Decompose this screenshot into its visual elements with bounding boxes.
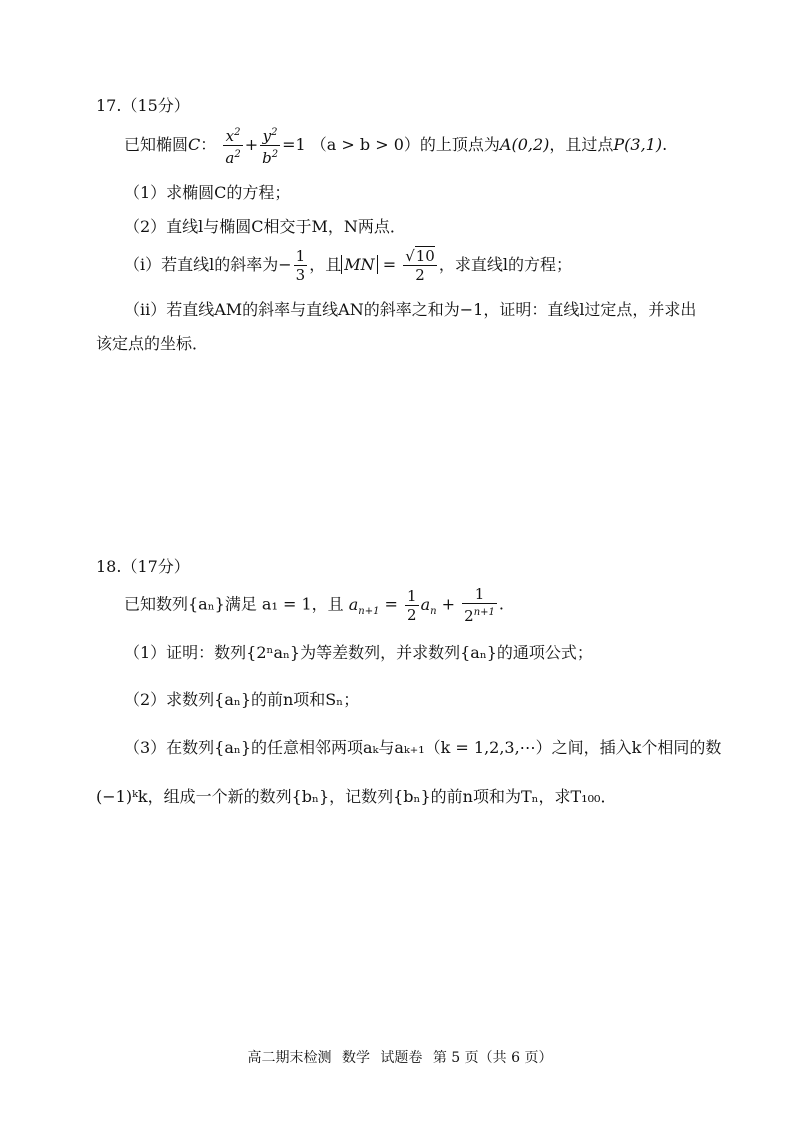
recurrence-lhs: $a_{n+1}$	[348, 594, 380, 617]
problem-17-part-2i: （ⅰ）若直线l的斜率为− $\frac{1}{3}$ ，且 MN = $\frac{√10}{2}$ ，求直线l的方程；	[124, 247, 572, 284]
point-a: A(0,2)	[499, 135, 550, 154]
problem-17-part-1: （1）求椭圆C的方程；	[124, 183, 291, 202]
footer-subject: 数学	[341, 1050, 370, 1066]
problem-17-part-2ii: （ⅱ）若直线AM的斜率与直线AN的斜率之和为−1，证明：直线l过定点，并求出	[124, 300, 697, 319]
problem-18-intro: 已知数列{aₙ}满足 a₁ = 1，且 $a_{n+1}$ = $\frac{1}{2}$ $a_n$ + $\frac{1}{2^{n+1}}$ .	[124, 585, 504, 625]
ellipse-x-term: $\frac{x^2}{a^2}$	[225, 127, 241, 167]
problem-17-header: 17.（15分）	[96, 96, 190, 115]
problem-17-part-2i-post: ，求直线l的方程；	[438, 255, 572, 274]
problem-17-intro: 已知椭圆C： $\frac{x^2}{a^2}$ + $\frac{y^2}{b^2}$ =1 （a > b > 0）的上顶点为A(0,2)，且过点P(3,1).	[124, 124, 667, 167]
problem-18-part-1: （1）证明：数列{2ⁿaₙ}为等差数列，并求数列{aₙ}的通项公式；	[124, 643, 593, 662]
problem-17-intro-pre: 已知椭圆	[124, 135, 189, 154]
footer-exam: 高二期末检测	[247, 1050, 332, 1066]
mn-length: MN	[341, 255, 377, 274]
slope-fraction: $\frac{1}{3}$	[295, 247, 306, 284]
page-footer	[0, 1050, 800, 1067]
problem-17-condition: （a > b > 0）	[310, 135, 420, 154]
problem-17-part-2i-pre: （ⅰ）若直线l的斜率为	[124, 255, 279, 274]
ellipse-y-term: $\frac{y^2}{b^2}$	[262, 127, 279, 167]
problem-17-part-2i-mid: ，且	[309, 255, 342, 274]
problem-17-part-2ii-cont: 该定点的坐标．	[96, 334, 209, 353]
problem-18-part-3: （3）在数列{aₙ}的任意相邻两项aₖ与aₖ₊₁（k = 1,2,3,⋯）之间，插入k个相同的数	[124, 738, 722, 757]
problem-18-intro-pre: 已知数列{aₙ}满足 a₁ = 1，且	[124, 594, 344, 614]
footer-page: 第 5 页（共 6 页）	[432, 1050, 553, 1066]
problem-17-intro-mid2: ，且过点	[549, 135, 614, 154]
ellipse-name: C	[188, 135, 201, 154]
mn-value: $\frac{√10}{2}$	[405, 247, 435, 284]
footer-paper: 试题卷	[380, 1050, 423, 1066]
point-p: P(3,1)	[613, 135, 663, 154]
problem-18-part-3-cont: (−1)ᵏk，组成一个新的数列{bₙ}，记数列{bₙ}的前n项和为Tₙ，求T₁₀₀．	[96, 787, 617, 806]
problem-17-part-2: （2）直线l与椭圆C相交于M，N两点．	[124, 217, 406, 236]
recurrence-power: $\frac{1}{2^{n+1}}$	[464, 585, 495, 625]
problem-17-intro-mid: 的上顶点为	[419, 135, 500, 154]
problem-18-header: 18.（17分）	[96, 557, 190, 576]
problem-18-part-2: （2）求数列{aₙ}的前n项和Sₙ；	[124, 690, 360, 709]
recurrence-half: $\frac{1}{2}$	[407, 586, 417, 624]
